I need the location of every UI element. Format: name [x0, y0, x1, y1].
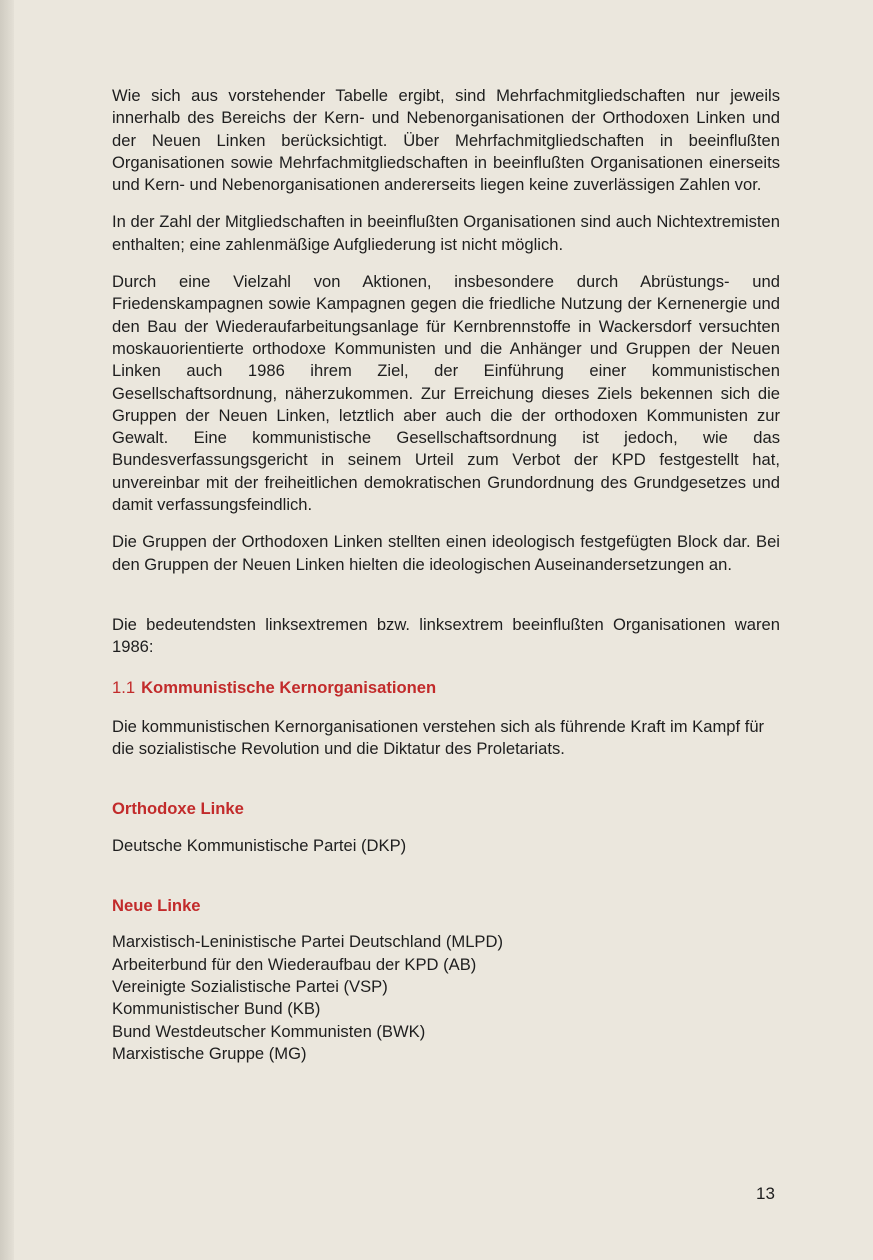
- paragraph-membership: Wie sich aus vorstehender Tabelle ergibt, sind Mehrfachmitgliedschaften nur jeweils innerhalb des Bereichs der Kern- und Nebenorganisationen der Orthodoxen Linken und der Neuen Linken berücksichtigt. Über Mehrfachmitgliedschaften in beeinflußten Organisationen sowie Mehrfachmitgliedschaften in beeinflußten Organisationen einerseits und Kern- und Nebenorganisationen andererseits liegen keine zuverlässigen Zahlen vor.: [112, 86, 780, 195]
- page-number: 13: [756, 1184, 775, 1203]
- paragraph-nonextremists: In der Zahl der Mitgliedschaften in beeinflußten Organisationen sind auch Nichtextremisten enthalten; eine zahlenmäßige Aufgliederung ist nicht möglich.: [112, 212, 780, 254]
- orthodoxe-linke-heading: Orthodoxe Linke: [112, 799, 244, 819]
- body-text: [112, 85, 780, 1065]
- neue-linke-list: [112, 931, 780, 1065]
- list-item: Marxistisch-Leninistische Partei Deutschland (MLPD): [112, 932, 504, 952]
- orthodoxe-linke-list: [112, 835, 780, 857]
- list-item: Kommunistischer Bund (KB): [112, 999, 321, 1019]
- section-title: Kommunistische Kernorganisationen: [141, 677, 437, 697]
- paragraph-actions: Durch eine Vielzahl von Aktionen, insbesondere durch Abrüstungs- und Friedenskampagnen sowie Kampagnen gegen die friedliche Nutzung der Kernenergie und den Bau der Wiederaufarbeitungsanlage für Kernbrennstoffe in Wackersdorf versuchten moskauorientierte orthodoxe Kommunisten und die Anhänger und Gruppen der Neuen Linken auch 1986 ihrem Ziel, der Einführung einer kommunistischen Gesellschaftsordnung, näherzukommen. Zur Erreichung dieses Ziels bekennen sich die Gruppen der Neuen Linken, letztlich aber auch die der orthodoxen Kommunisten zur Gewalt. Eine kommunistische Gesellschaftsordnung ist jedoch, wie das Bundesverfassungsgericht in seinem Urteil zum Verbot der KPD festgestellt hat, unvereinbar mit der freiheitlichen demokratischen Grundordnung des Grundgesetzes und damit verfassungsfeindlich.: [112, 272, 780, 515]
- neue-linke-heading: Neue Linke: [112, 896, 201, 916]
- list-item: Vereinigte Sozialistische Partei (VSP): [112, 976, 388, 996]
- list-item: Deutsche Kommunistische Partei (DKP): [112, 835, 407, 855]
- paragraph-groups: Die Gruppen der Orthodoxen Linken stellten einen ideologisch festgefügten Block dar. Bei den Gruppen der Neuen Linken hielten die ideologischen Auseinandersetzungen an.: [112, 532, 780, 574]
- page-binding-edge: [0, 0, 14, 1260]
- list-item: Marxistische Gruppe (MG): [112, 1043, 307, 1063]
- section-heading: [112, 677, 780, 699]
- list-item: Arbeiterbund für den Wiederaufbau der KPD (AB): [112, 954, 477, 974]
- list-item: Bund Westdeutscher Kommunisten (BWK): [112, 1021, 426, 1041]
- section-text: Die kommunistischen Kernorganisationen verstehen sich als führende Kraft im Kampf für die sozialistische Revolution und die Diktatur des Proletariats.: [112, 716, 765, 759]
- organisations-intro: Die bedeutendsten linksextremen bzw. linksextrem beeinflußten Organisationen waren 1986:: [112, 614, 780, 657]
- section-number: 1.1: [112, 677, 136, 697]
